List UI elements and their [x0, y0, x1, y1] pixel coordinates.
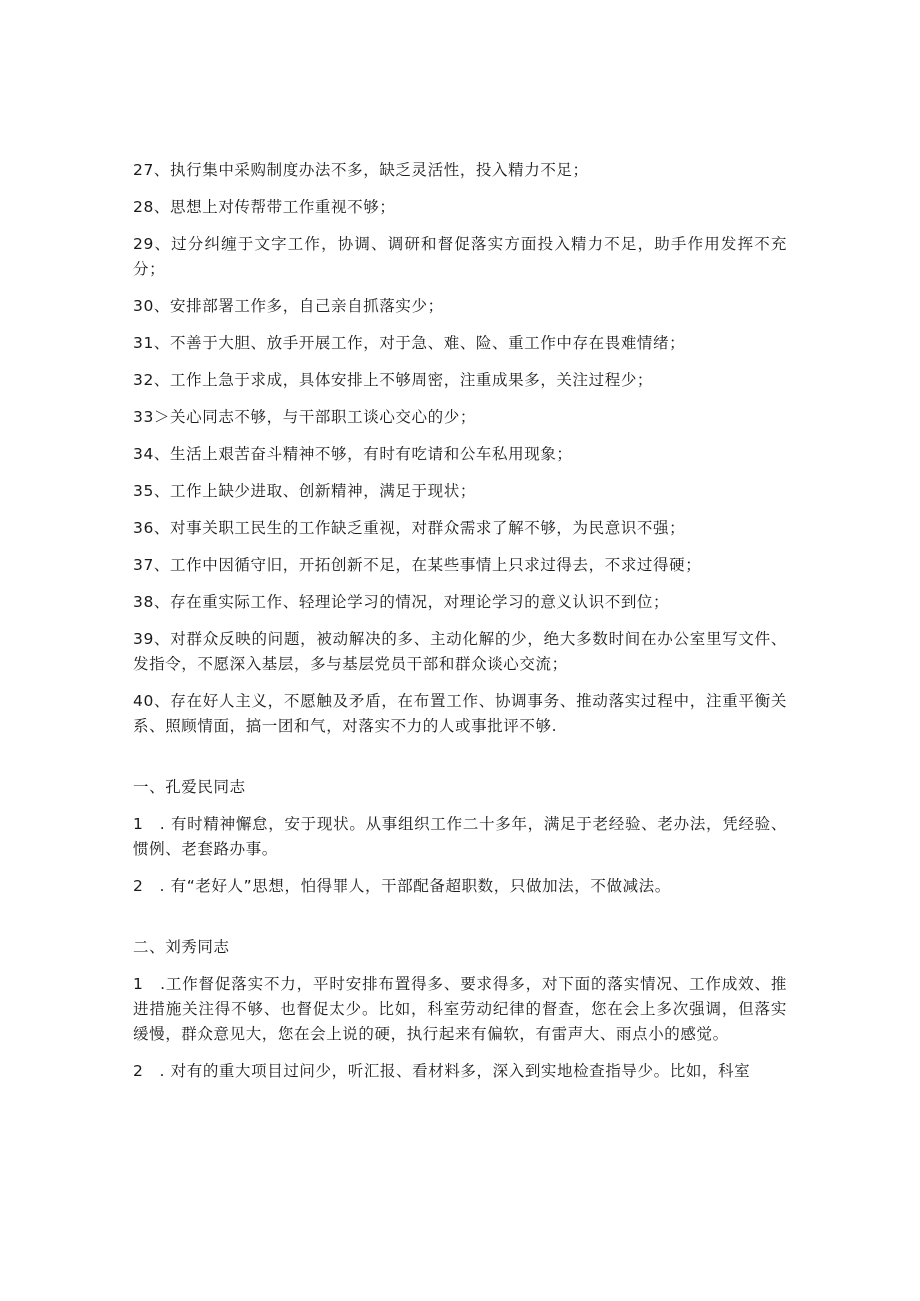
list-item-39: 39、对群众反映的问题，被动解决的多、主动化解的少，绝大多数时间在办公室里写文件、发指令，不愿深入基层，多与基层党员干部和群众谈心交流； [133, 630, 787, 673]
section1-item-1: 1 . 有时精神懈怠，安于现状。从事组织工作二十多年，满足于老经验、老办法，凭经验、惯例、老套路办事。 [133, 815, 787, 858]
list-item-34: 34、生活上艰苦奋斗精神不够，有时有吃请和公车私用现象； [133, 445, 573, 463]
list-item-28: 28、思想上对传帮带工作重视不够； [133, 198, 396, 216]
section2-item-1: 1 .工作督促落实不力，平时安排布置得多、要求得多，对下面的落实情况、工作成效、推进措施关注得不够、也督促太少。比如，科室劳动纪律的督查，您在会上多次强调，但落实缓慢，群众意见大，您在会上说的硬，执行起来有偏软，有雷声大、雨点小的感觉。 [133, 975, 787, 1043]
list-item-30: 30、安排部署工作多，自己亲自抓落实少； [133, 297, 444, 315]
section-spacer [133, 751, 787, 775]
list-item-36: 36、对事关职工民生的工作缺乏重视，对群众需求了解不够，为民意识不强； [133, 519, 686, 537]
section-heading-kong-aimin: 一、孔爱民同志 [133, 778, 246, 796]
section2-item-2: 2 . 对有的重大项目过问少，听汇报、看材料多，深入到实地检查指导少。比如，科室 [133, 1062, 751, 1080]
list-item-40: 40、存在好人主义，不愿触及矛盾，在布置工作、协调事务、推动落实过程中，注重平衡关系、照顾情面，搞一团和气，对落实不力的人或事批评不够. [133, 692, 787, 735]
list-item-32: 32、工作上急于求成，具体安排上不够周密，注重成果多，关注过程少； [133, 371, 654, 389]
section-heading-liu-xiu: 二、刘秀同志 [133, 938, 230, 956]
section1-item-2: 2 . 有“老好人”思想，怕得罪人，干部配备超职数，只做加法，不做减法。 [133, 877, 671, 895]
document-body [133, 158, 787, 1096]
list-item-38: 38、存在重实际工作、轻理论学习的情况，对理论学习的意义认识不到位； [133, 593, 670, 611]
list-item-31: 31、不善于大胆、放手开展工作，对于急、难、险、重工作中存在畏难情绪； [133, 334, 686, 352]
list-item-35: 35、工作上缺少进取、创新精神，满足于现状； [133, 482, 476, 500]
list-item-27: 27、执行集中采购制度办法不多，缺乏灵活性，投入精力不足； [133, 161, 589, 179]
section-spacer [133, 911, 787, 935]
list-item-37: 37、工作中因循守旧，开拓创新不足，在某些事情上只求过得去，不求过得硬； [133, 556, 702, 574]
list-item-29: 29、过分纠缠于文字工作，协调、调研和督促落实方面投入精力不足，助手作用发挥不充分； [133, 235, 787, 278]
list-item-33: 33＞关心同志不够，与干部职工谈心交心的少； [133, 408, 476, 426]
